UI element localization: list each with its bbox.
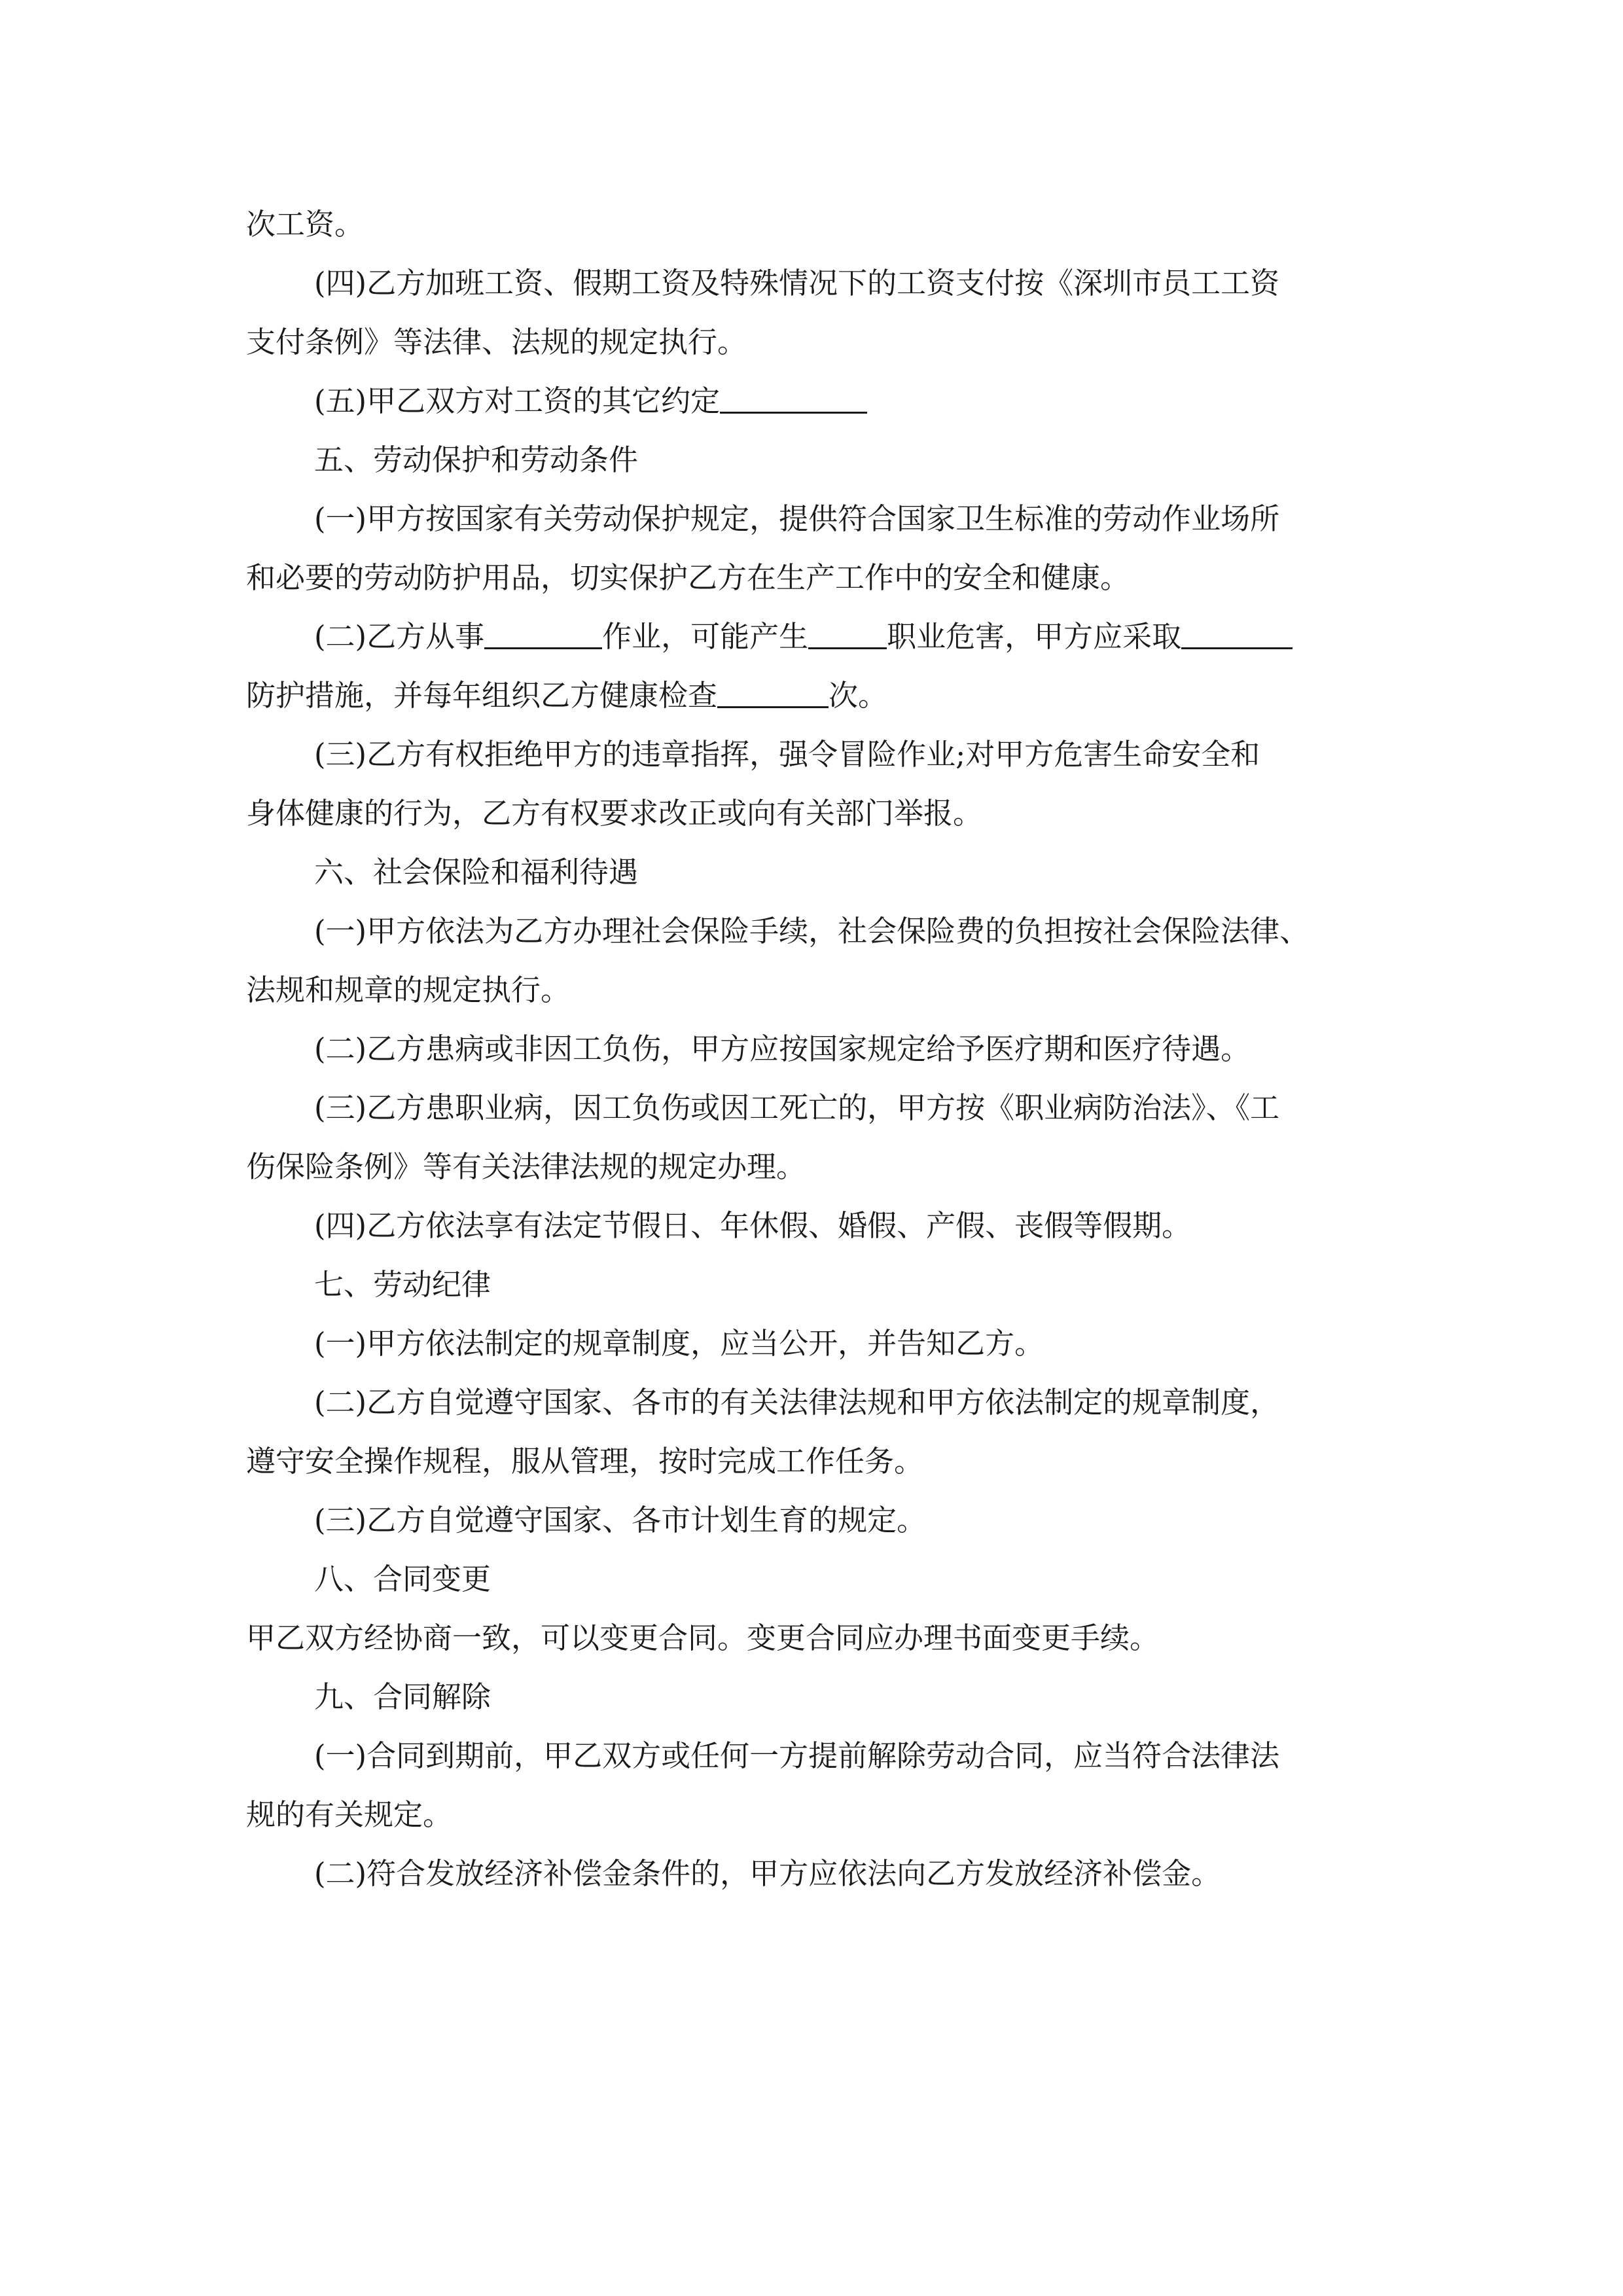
section-heading bbox=[246, 1668, 1391, 1727]
text: 伤保险条例》等有关法律法规的规定办理。 bbox=[246, 1149, 806, 1184]
section-heading bbox=[246, 1550, 1391, 1609]
paragraph-line bbox=[246, 666, 1391, 725]
fill-in-blank[interactable] bbox=[720, 383, 867, 414]
paragraph-line bbox=[246, 372, 1391, 431]
paragraph-line bbox=[246, 1727, 1391, 1785]
text: 规的有关规定。 bbox=[246, 1797, 453, 1832]
document-body bbox=[246, 195, 1391, 1903]
fill-in-blank[interactable] bbox=[808, 619, 887, 649]
paragraph-line bbox=[246, 725, 1391, 784]
text: (二)乙方自觉遵守国家、各市的有关法律法规和甲方依法制定的规章制度， bbox=[314, 1385, 1280, 1420]
paragraph-line bbox=[246, 961, 1391, 1020]
text: (四)乙方加班工资、假期工资及特殊情况下的工资支付按《深圳市员工工资 bbox=[314, 266, 1280, 300]
paragraph-line bbox=[246, 902, 1391, 961]
paragraph-line bbox=[246, 1432, 1391, 1491]
paragraph-line bbox=[246, 1138, 1391, 1196]
text: 遵守安全操作规程，服从管理，按时完成工作任务。 bbox=[246, 1444, 924, 1479]
paragraph-line bbox=[246, 1373, 1391, 1432]
text: (三)乙方有权拒绝甲方的违章指挥，强令冒险作业;对甲方危害生命安全和 bbox=[314, 737, 1260, 772]
paragraph-line bbox=[246, 1196, 1391, 1255]
text: 支付条例》等法律、法规的规定执行。 bbox=[246, 325, 747, 359]
fill-in-blank[interactable] bbox=[1181, 619, 1293, 649]
text: (一)甲方按国家有关劳动保护规定，提供符合国家卫生标准的劳动作业场所 bbox=[314, 501, 1280, 536]
text: 五、劳动保护和劳动条件 bbox=[314, 442, 639, 477]
paragraph-line bbox=[246, 1844, 1391, 1903]
text: (一)甲方依法为乙方办理社会保险手续，社会保险费的负担按社会保险法律、 bbox=[314, 914, 1310, 948]
section-heading bbox=[246, 1255, 1391, 1314]
paragraph-line bbox=[246, 490, 1391, 548]
text: (三)乙方患职业病，因工负伤或因工死亡的，甲方按《职业病防治法》、《工 bbox=[314, 1090, 1280, 1125]
text: (一)合同到期前，甲乙双方或任何一方提前解除劳动合同，应当符合法律法 bbox=[314, 1738, 1280, 1773]
text: (一)甲方依法制定的规章制度，应当公开，并告知乙方。 bbox=[314, 1326, 1044, 1361]
text: (三)乙方自觉遵守国家、各市计划生育的规定。 bbox=[314, 1503, 927, 1537]
section-heading bbox=[246, 843, 1391, 902]
fill-in-blank[interactable] bbox=[717, 677, 829, 708]
text: 甲乙双方经协商一致，可以变更合同。变更合同应办理书面变更手续。 bbox=[246, 1621, 1160, 1655]
text: 法规和规章的规定执行。 bbox=[246, 973, 571, 1007]
text: (四)乙方依法享有法定节假日、年休假、婚假、产假、丧假等假期。 bbox=[314, 1208, 1192, 1243]
text: (二)乙方从事 bbox=[314, 619, 485, 654]
paragraph-line bbox=[246, 1609, 1391, 1668]
paragraph-line bbox=[246, 1491, 1391, 1550]
text: (二)乙方患病或非因工负伤，甲方应按国家规定给予医疗期和医疗待遇。 bbox=[314, 1031, 1251, 1066]
paragraph-line bbox=[246, 313, 1391, 372]
text: 九、合同解除 bbox=[314, 1679, 491, 1714]
paragraph-line bbox=[246, 1314, 1391, 1373]
text: 六、社会保险和福利待遇 bbox=[314, 855, 639, 889]
paragraph-line bbox=[246, 1020, 1391, 1079]
text: 职业危害，甲方应采取 bbox=[887, 619, 1182, 654]
text: 防护措施，并每年组织乙方健康检查 bbox=[246, 678, 718, 713]
paragraph-line bbox=[246, 254, 1391, 313]
text: (二)符合发放经济补偿金条件的，甲方应依法向乙方发放经济补偿金。 bbox=[314, 1856, 1221, 1891]
text: 身体健康的行为，乙方有权要求改正或向有关部门举报。 bbox=[246, 796, 983, 831]
paragraph-line bbox=[246, 548, 1391, 607]
text: 次工资。 bbox=[246, 207, 365, 242]
paragraph-line bbox=[246, 1079, 1391, 1138]
text: 作业，可能产生 bbox=[602, 619, 809, 654]
text: 八、合同变更 bbox=[314, 1562, 491, 1596]
text: 和必要的劳动防护用品，切实保护乙方在生产工作中的安全和健康。 bbox=[246, 560, 1130, 595]
text: 七、劳动纪律 bbox=[314, 1267, 491, 1302]
section-heading bbox=[246, 431, 1391, 490]
text: 次。 bbox=[829, 678, 888, 713]
paragraph-line bbox=[246, 195, 1391, 254]
fill-in-blank[interactable] bbox=[484, 619, 602, 649]
paragraph-line bbox=[246, 1785, 1391, 1844]
text: (五)甲乙双方对工资的其它约定 bbox=[314, 384, 721, 418]
paragraph-line bbox=[246, 784, 1391, 843]
paragraph-line bbox=[246, 607, 1391, 666]
